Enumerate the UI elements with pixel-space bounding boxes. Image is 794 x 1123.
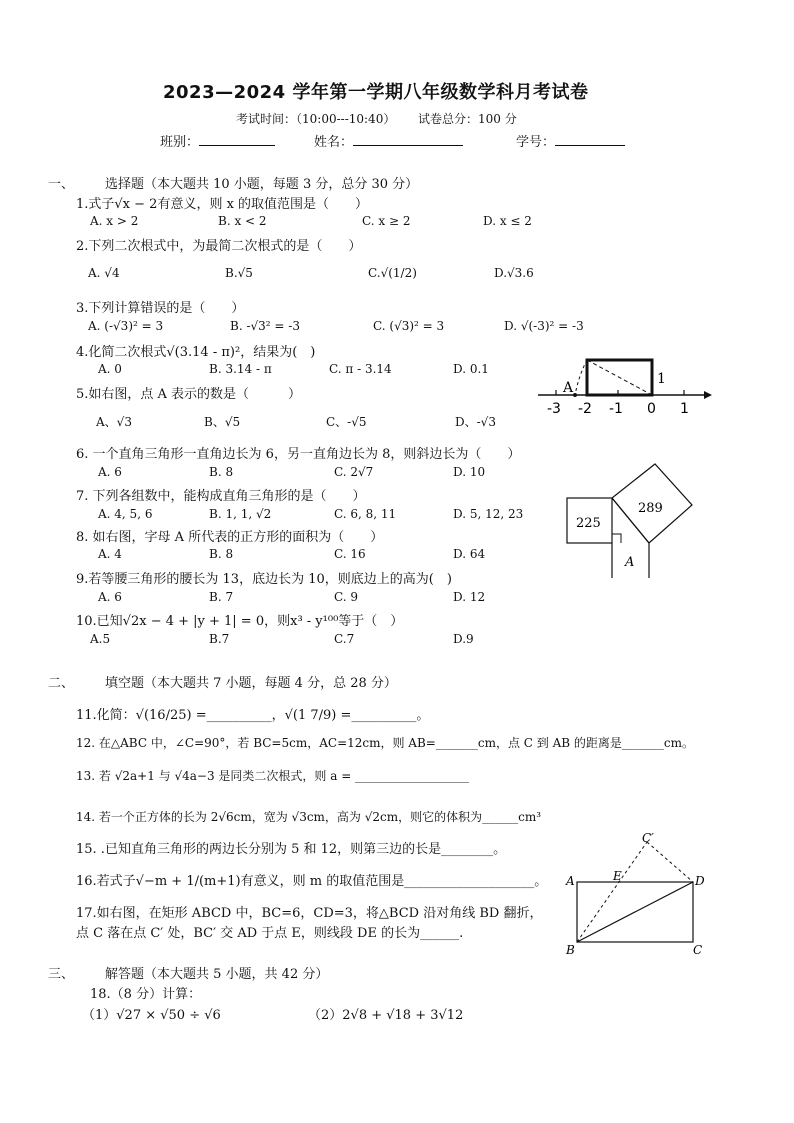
tick-label-minus1: -1 [609,401,623,417]
point-e-label: E [613,869,622,883]
q7-stem: 7. 下列各组数中，能构成直角三角形的是（ ） [76,489,366,504]
q3-stem: 3.下列计算错误的是（ ） [76,301,245,316]
q9-stem: 9.若等腰三角形的腰长为 13，底边长为 10，则底边上的高为( ) [76,572,452,587]
q18-stem: 18.（8 分）计算： [90,987,202,1002]
q11-text: 11.化简：√(16/25) =__________，√(1 7/9) =__________。 [76,708,430,723]
q12-text: 12. 在△ABC 中，∠C=90°，若 BC=5cm，AC=12cm，则 AB=_______cm，点 C 到 AB 的距离是_______cm。 [76,736,694,750]
name-field [314,131,463,150]
q5-stem: 5.如右图，点 A 表示的数是（ ） [76,387,302,402]
q3-option-a: A. (-√3)² = 3 [88,319,164,333]
q8-option-d: D. 64 [453,547,486,561]
q16-text: 16.若式子√−m + 1/(m+1)有意义，则 m 的取值范围是____________________。 [76,874,548,889]
q4-option-b: B. 3.14 - π [209,362,272,376]
tick-label-minus2: -2 [578,401,592,417]
q17-text-line1: 17.如右图，在矩形 ABCD 中，BC=6，CD=3，将△BCD 沿对角线 BD 翻折， [76,906,543,921]
q18-part1: （1）√27 × √50 ÷ √6 [82,1008,221,1023]
section2-number: 二、 [48,676,75,691]
q5-option-c: C、-√5 [326,415,367,429]
q17-text-line2: 点 C 落在点 C′ 处，BC′ 交 AD 于点 E，则线段 DE 的长为______. [76,926,464,941]
q4-option-a: A. 0 [98,362,122,376]
square-225-label: 225 [576,516,601,531]
height-label: 1 [657,371,666,387]
q6-option-d: D. 10 [453,465,486,479]
point-c-prime-label: C′ [642,831,654,845]
q6-option-c: C. 2√7 [334,465,374,479]
q5-option-a: A、√3 [96,415,132,429]
point-d-label: D [695,874,705,888]
q6-stem: 6. 一个直角三角形一直角边长为 6，另一直角边长为 8，则斜边长为（ ） [76,447,521,462]
q3-option-c: C. (√3)² = 3 [373,319,445,333]
exam-time: 考试时间：（10:00---10:40） [236,112,396,126]
section1-number: 一、 [48,177,75,192]
q4-option-c: C. π - 3.14 [329,362,392,376]
section3-number: 三、 [48,967,75,982]
q14-text: 14. 若一个正方体的长为 2√6cm，宽为 √3cm，高为 √2cm，则它的体积为______cm³ [76,810,542,824]
q1-option-c: C. x ≥ 2 [362,214,411,228]
class-blank[interactable] [199,133,275,146]
q15-text: 15. .已知直角三角形的两边长分别为 5 和 12，则第三边的长是________。 [76,842,507,857]
name-blank[interactable] [353,133,463,146]
tick-label-0: 0 [647,401,656,417]
section1-title: 选择题（本大题共 10 小题，每题 3 分，总分 30 分） [105,177,419,192]
q9-option-b: B. 7 [209,590,234,604]
point-b-label: B [566,943,575,957]
name-label: 姓名： [314,135,354,150]
q9-option-a: A. 6 [98,590,122,604]
id-blank[interactable] [555,133,625,146]
q10-option-c: C.7 [334,632,355,646]
q13-text: 13. 若 √2a+1 与 √4a−3 是同类二次根式，则 a = ___________________ [76,769,470,783]
square-a-label: A [625,555,635,570]
class-label: 班别： [160,135,200,150]
q10-option-d: D.9 [453,632,474,646]
point-c-label: C [693,943,703,957]
q8-option-a: A. 4 [98,547,122,561]
rectangle-fold-figure [562,830,712,958]
point-a-label: A [566,874,575,888]
q4-option-d: D. 0.1 [453,362,489,376]
q7-option-b: B. 1, 1, √2 [209,507,272,521]
q1-stem: 1.式子√x − 2有意义，则 x 的取值范围是（ ） [76,197,369,212]
q2-option-a: A. √4 [88,266,120,280]
q8-option-c: C. 16 [334,547,366,561]
page-title: 2023—2024 学年第一学期八年级数学科月考试卷 [163,82,589,103]
q10-option-b: B.7 [209,632,230,646]
q18-part2: （2）2√8 + √18 + 3√12 [308,1008,464,1023]
q3-option-d: D. √(-3)² = -3 [504,319,584,333]
q1-option-b: B. x < 2 [218,214,267,228]
q7-option-c: C. 6, 8, 11 [334,507,397,521]
q1-option-a: A. x > 2 [90,214,139,228]
q4-stem: 4.化简二次根式√(3.14 - π)²，结果为( ) [76,345,316,360]
tick-label-1: 1 [680,401,689,417]
id-label: 学号： [516,135,556,150]
number-line-figure [536,340,714,420]
q2-option-c: C.√(1/2) [368,266,417,280]
q5-option-b: B、√5 [204,415,241,429]
q1-option-d: D. x ≤ 2 [483,214,532,228]
q5-option-d: D、-√3 [455,415,496,429]
q3-option-b: B. -√3² = -3 [230,319,300,333]
section2-title: 填空题（本大题共 7 小题，每题 4 分，总 28 分） [105,676,397,691]
q6-option-b: B. 8 [209,465,234,479]
q2-option-b: B.√5 [225,266,253,280]
q9-option-d: D. 12 [453,590,486,604]
q10-stem: 10.已知√2x − 4 + |y + 1| = 0，则x³ - y¹⁰⁰等于（ ） [76,614,404,629]
squares-figure [565,460,695,580]
q7-option-d: D. 5, 12, 23 [453,507,524,521]
q2-stem: 2.下列二次根式中，为最简二次根式的是（ ） [76,239,362,254]
q10-option-a: A.5 [90,632,111,646]
id-field [516,131,625,150]
point-a-label: A [563,380,574,396]
q9-option-c: C. 9 [334,590,359,604]
exam-score: 试卷总分：100 分 [418,112,517,126]
q2-option-d: D.√3.6 [494,266,534,280]
q7-option-a: A. 4, 5, 6 [98,507,153,521]
tick-label-minus3: -3 [547,401,561,417]
square-289-label: 289 [638,501,663,516]
class-field [160,131,275,150]
section3-title: 解答题（本大题共 5 小题，共 42 分） [105,967,329,982]
q8-stem: 8. 如右图，字母 A 所代表的正方形的面积为（ ） [76,530,384,545]
q6-option-a: A. 6 [98,465,122,479]
q8-option-b: B. 8 [209,547,234,561]
